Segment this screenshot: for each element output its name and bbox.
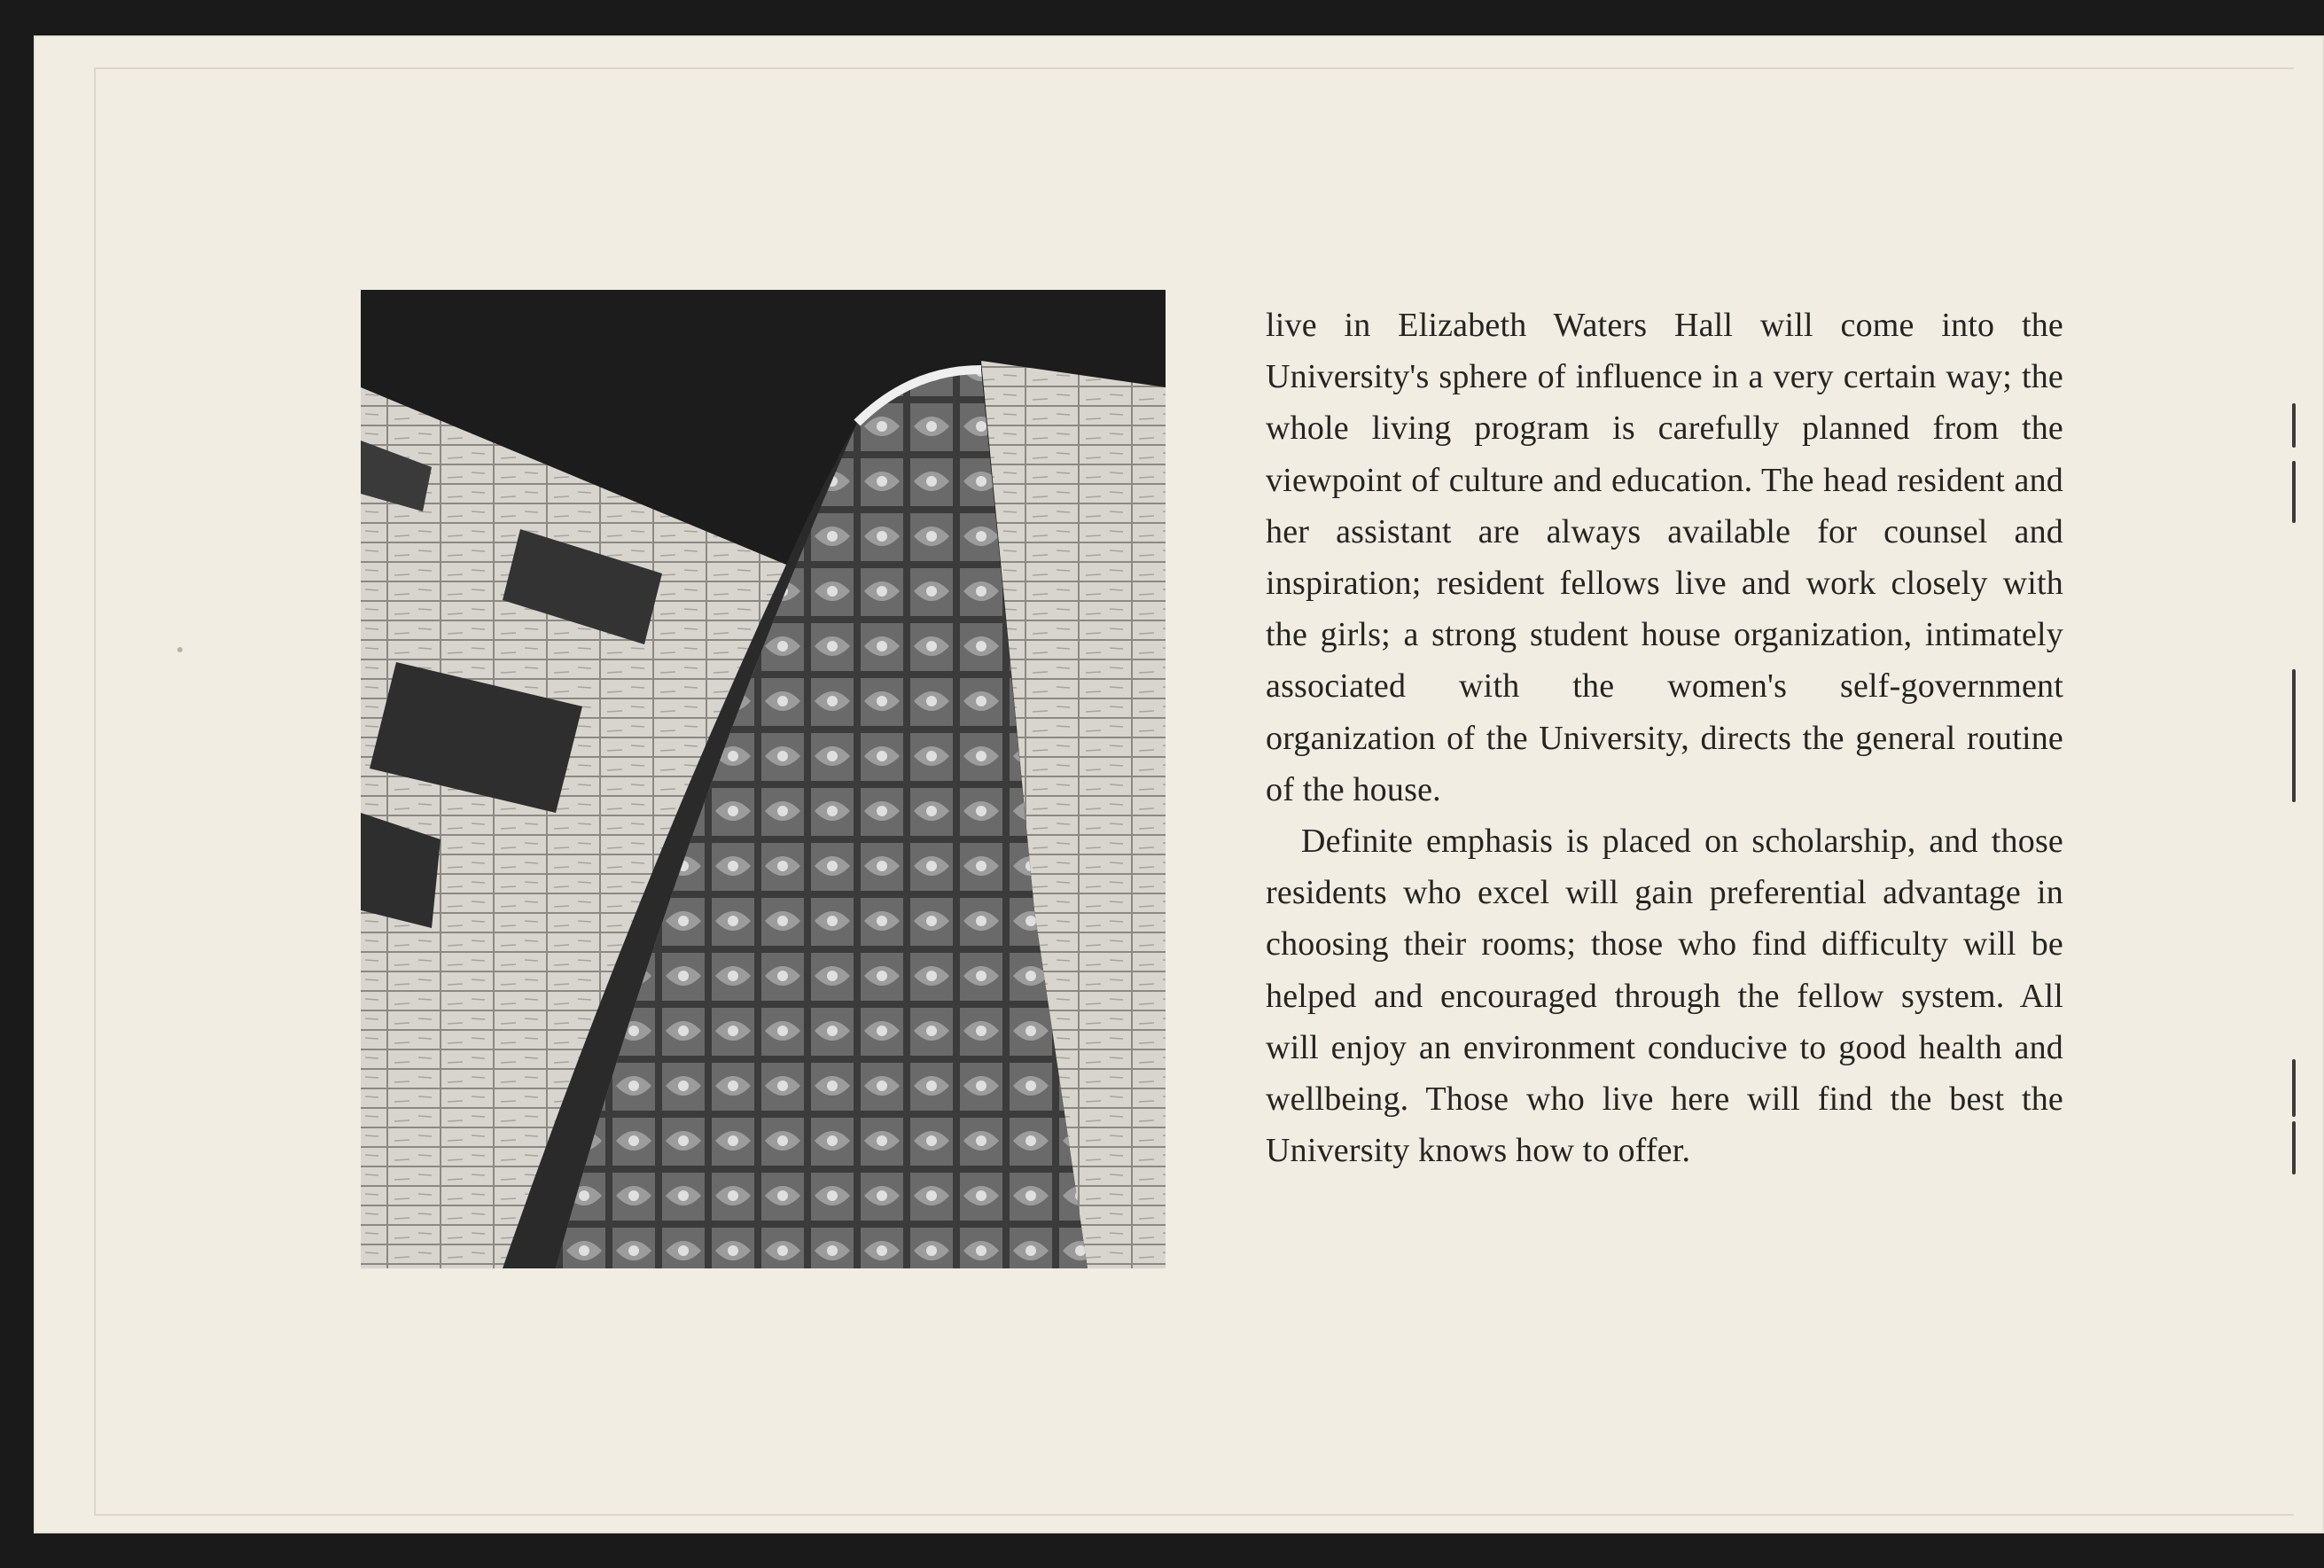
- binding-staple-bottom: [2292, 1059, 2296, 1117]
- building-photo-icon: [361, 290, 1166, 1268]
- binding-staple-bottom-2: [2292, 1121, 2296, 1174]
- body-text: [1266, 300, 2063, 1176]
- paragraph-1: live in Elizabeth Waters Hall will come into the University's sphere of influence in a very certain way; the whole living program is carefully planned from the viewpoint of culture and education. The head resident and her assistant are always available for counsel and inspiration; resident fellows live and work closely with the girls; a strong student house organization, intimately associated with the women's self-government organization of the University, directs the general routine of the house.: [1266, 307, 2063, 808]
- binding-staple-top: [2292, 403, 2296, 448]
- paragraph-2: Definite emphasis is placed on scholarship, and those residents who excel will gain preferential advantage in choosing their rooms; those who find difficulty will be helped and encouraged through the fellow system. All will enjoy an environment conducive to good health and wellbeing. Those who live here will find the best the University knows how to offer.: [1266, 823, 2063, 1170]
- paper-speck: [177, 647, 183, 652]
- binding-staple-middle: [2292, 669, 2296, 802]
- building-photo: [361, 290, 1166, 1268]
- binding-staple-top-2: [2292, 461, 2296, 523]
